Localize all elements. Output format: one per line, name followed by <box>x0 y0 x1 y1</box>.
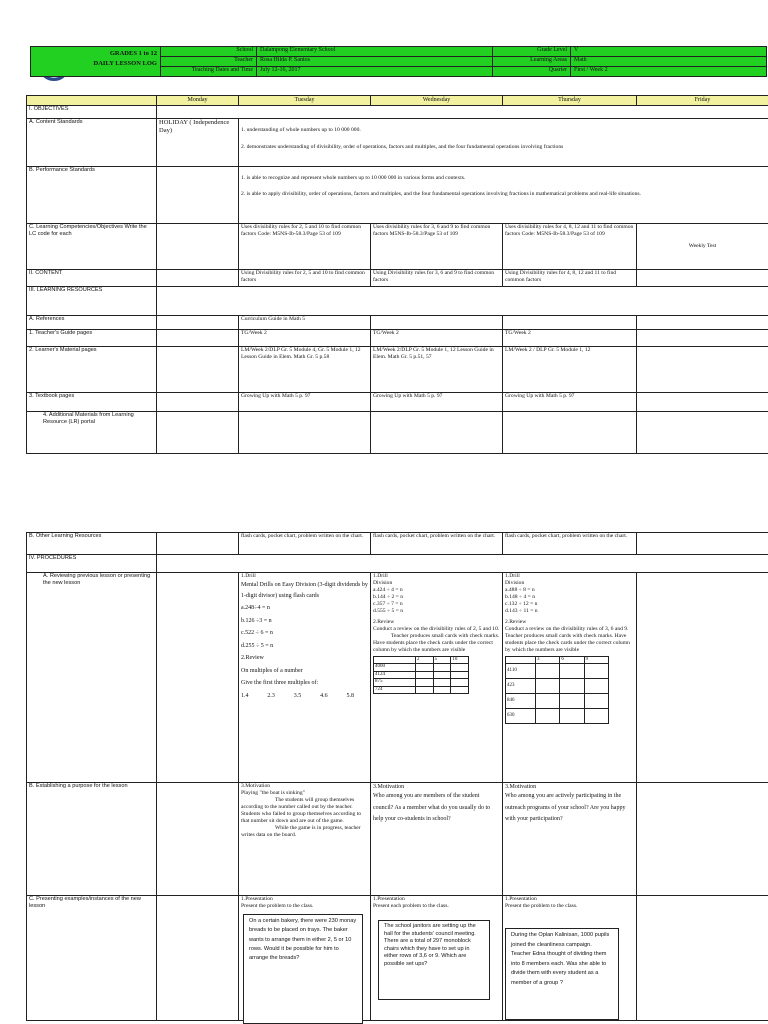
section-reviewing: A. Reviewing previous lesson or presenting the new lesson <box>27 573 157 783</box>
tuesday-drill-item: a.248÷4 = n <box>241 605 270 611</box>
mini-cell <box>584 709 608 724</box>
thursday-motivation-title: 3.Motivation <box>505 784 537 790</box>
thursday-drill-item: a.488 ÷ 8 = n <box>505 587 535 593</box>
wednesday-drill-item: c.357 ÷ 7 = n <box>373 601 403 607</box>
tuesday-competency: Uses divisibility rules for 2, 5 and 10 to find common factors Code: M5NS-Ib-58.3/Page 53 of 109 <box>239 224 371 270</box>
wednesday-drill-title: 1.Drill <box>373 573 388 579</box>
mini-row-label: 846 <box>506 694 536 709</box>
thursday-review-text: Conduct a review on the divisibility rules of 3, 6 and 9. <box>505 626 629 632</box>
thursday-drill-item: b.148 ÷ 4 = n <box>505 594 535 600</box>
friday-tg-blank <box>637 330 768 347</box>
section-establishing: B. Establishing a purpose for the lesson <box>27 783 157 896</box>
friday-reviewing-blank <box>637 573 768 783</box>
thursday-reviewing <box>503 573 637 783</box>
monday-competency-blank <box>157 224 239 270</box>
wednesday-lm: LM/Week 2/DLP Gr. 5 Module 1, 12 Lesson Guide in Elem. Math Gr. 5 p.51, 57 <box>371 347 503 393</box>
friday-textbook-blank <box>637 393 768 412</box>
mini-cell <box>536 664 560 679</box>
mini-cell <box>560 694 584 709</box>
tuesday-drill-intro: Mental Drills on Easy Division (3-digit dividends by 1-digit divisor) using flash cards <box>241 582 368 599</box>
wednesday-presentation-sub: Present each problem to the class. <box>373 903 449 909</box>
mini-cell <box>451 664 469 671</box>
wednesday-problem-box: The school janitors are setting up the hall for the students' council meeting. There are a total of 297 monoblock chairs which they have to set up in either rows of 3,6 or 9. Which are possible set ups? <box>378 920 490 1000</box>
content-standards-line1: 1. understanding of whole numbers up to 10 000 000. <box>241 127 361 133</box>
section-other-resources: B. Other Learning Resources <box>27 533 157 555</box>
thursday-drill-title: 1.Drill <box>505 573 520 579</box>
mini-cell <box>433 686 451 693</box>
monday-tg-blank <box>157 330 239 347</box>
tuesday-problem-box: On a certain bakery, there were 230 monay breads to be placed on trays. The baker wants to arrange them in either 2, 5 or 10 rows. Would it be possible for him to arrange the breads? <box>243 914 363 1024</box>
mini-cell <box>433 671 451 678</box>
mini-cell <box>560 709 584 724</box>
teacher-value: Rosa Hilda P. Santos <box>257 57 493 67</box>
monday-references-blank <box>157 316 239 330</box>
thursday-lm: LM/Week 2 / DLP Gr. 5 Module 1, 12 <box>503 347 637 393</box>
section-learners-material: 2. Learner's Material pages <box>27 347 157 393</box>
thursday-problem-box: During the Oplan Kalinisan, 1000 pupils joined the cleanliness campaign. Teacher Edna thought of dividing them into 8 members each. Was she able to divide them with every student as a member of a group ? <box>505 928 619 1020</box>
thursday-presentation-sub: Present the problem to the class. <box>505 903 578 909</box>
wednesday-textbook: Growing Up with Math 5 p. 97 <box>371 393 503 412</box>
mini-cell <box>536 709 560 724</box>
multiple-item: 4.6 <box>320 692 328 699</box>
procedures-blank <box>157 555 768 573</box>
multiple-item: 2.3 <box>267 692 275 699</box>
area-label: Learning Areas <box>493 57 571 67</box>
tuesday-tg: TG/Week 2 <box>239 330 371 347</box>
multiple-item: 5.8 <box>346 692 354 699</box>
quarter-label: Quarter <box>493 67 571 77</box>
day-header-thursday: Thursday <box>503 96 637 106</box>
day-header-monday: Monday <box>157 96 239 106</box>
tuesday-review-line1: On multiples of a number <box>241 667 303 674</box>
mini-row-label: 4124 <box>374 671 416 678</box>
multiple-item: 1.4 <box>241 692 249 699</box>
quarter-value: First / Week 2 <box>571 67 767 77</box>
performance-standards-text <box>239 167 768 224</box>
mini-cell <box>433 664 451 671</box>
thursday-other: flash cards, pocket chart, problem written on the chart. <box>503 533 637 555</box>
day-header-blank <box>27 96 157 106</box>
friday-references-blank <box>637 316 768 330</box>
thursday-drill-sub: Division <box>505 580 525 586</box>
mini-head: 3 <box>536 657 560 664</box>
objectives-blank <box>157 106 768 119</box>
grade-label: Grade Level <box>493 47 571 57</box>
tuesday-drill-items <box>241 602 368 702</box>
tuesday-drill-item: d.255 ÷ 5 = n <box>241 642 274 649</box>
friday-presenting-blank <box>637 896 768 1021</box>
section-textbook: 3. Textbook pages <box>27 393 157 412</box>
wednesday-tg: TG/Week 2 <box>371 330 503 347</box>
wednesday-drill-sub: Division <box>373 580 393 586</box>
mini-cell <box>416 679 434 686</box>
monday-performance-blank <box>157 167 239 224</box>
monday-establishing-blank <box>157 783 239 896</box>
section-additional-materials: 4. Additional Materials from Learning Resource (LR) portal <box>27 412 157 454</box>
wednesday-presentation-title: 1.Presentation <box>373 896 405 902</box>
header-table <box>30 46 767 77</box>
mini-cell <box>451 686 469 693</box>
thursday-presentation-title: 1.Presentation <box>505 896 537 902</box>
wednesday-other: flash cards, pocket chart, problem written on the chart. <box>371 533 503 555</box>
thursday-textbook: Growing Up with Math 5 p. 97 <box>503 393 637 412</box>
mini-cell <box>584 694 608 709</box>
tuesday-other: flash cards, pocket chart, problem written on the chart. <box>239 533 371 555</box>
tuesday-multiples <box>241 690 368 703</box>
wednesday-motivation-title: 3.Motivation <box>373 784 405 790</box>
learning-resources-blank <box>157 287 768 316</box>
section-teachers-guide: 1. Teacher's Guide pages <box>27 330 157 347</box>
multiple-item: 3.5 <box>293 692 302 699</box>
mini-head: 6 <box>560 657 584 664</box>
mini-cell <box>560 679 584 694</box>
wednesday-motivation-text: Who among you are members of the student council? As a member what do you usually do to help your co-students in school? <box>373 793 491 822</box>
mini-head: 10 <box>451 657 469 664</box>
tuesday-lm: LM/Week 2/DLP Gr. 5 Module 4, Gr. 5 Module 1, 12 Lesson Guide in Elem. Math Gr. 5 p.58 <box>239 347 371 393</box>
monday-holiday: HOLIDAY ( Independence Day) <box>157 119 239 167</box>
mini-cell <box>433 679 451 686</box>
thursday-drill-item: c.132 ÷ 12 = n <box>505 601 538 607</box>
mini-row-label: 4000 <box>374 664 416 671</box>
dates-label: Teaching Dates and Time <box>161 67 257 77</box>
thursday-tg: TG/Week 2 <box>503 330 637 347</box>
mini-head <box>506 657 536 664</box>
tuesday-motivation-text-2: While the game is in progress, teacher writes data on the board. <box>241 825 361 838</box>
form-title-line2: DAILY LESSON LOG <box>93 60 157 67</box>
mini-row-label: 875 <box>374 679 416 686</box>
tuesday-reviewing <box>239 573 371 783</box>
dates-value: July 12-16, 2017 <box>257 67 493 77</box>
mini-cell <box>451 679 469 686</box>
tuesday-review-title: 2.Review <box>241 655 264 661</box>
thursday-establishing <box>503 783 637 896</box>
tuesday-presentation-sub: Present the problem to the class. <box>241 903 314 909</box>
tuesday-motivation-game: Playing "the boat is sinking" <box>241 790 305 796</box>
wednesday-content: Using Divisibility rules for 3, 6 and 9 to find common factors <box>371 270 503 287</box>
thursday-additional-blank <box>503 412 637 454</box>
mini-cell <box>584 679 608 694</box>
tuesday-motivation-title: 3.Motivation <box>241 783 271 789</box>
section-content: II. CONTENT <box>27 270 157 287</box>
monday-lm-blank <box>157 347 239 393</box>
wednesday-competency: Uses divisibility rules for 3, 6 and 9 to find common factors M5NS-Ib-58.3/Page 53 of 109 <box>371 224 503 270</box>
mini-cell <box>416 671 434 678</box>
monday-content-blank <box>157 270 239 287</box>
thursday-drill-item: d.143 ÷ 11 = n <box>505 608 538 614</box>
mini-cell <box>536 679 560 694</box>
wednesday-drill-item: a.424 ÷ 4 = n <box>373 587 403 593</box>
wednesday-establishing <box>371 783 503 896</box>
form-title-line1: GRADES 1 to 12 <box>109 50 157 57</box>
day-header-friday: Friday <box>637 96 768 106</box>
wednesday-references-blank <box>371 316 503 330</box>
mini-cell <box>560 664 584 679</box>
mini-row-label: 724 <box>374 686 416 693</box>
tuesday-drill-title: 1.Drill <box>241 573 256 579</box>
wednesday-review-text-2: Teacher produces small cards with check marks. Have students place the check cards under the correct column by which the numbers are visible <box>373 633 500 653</box>
tuesday-textbook: Growing Up with Math 5 p. 97 <box>239 393 371 412</box>
thursday-competency: Uses divisibility rules for 4, 8, 12 and 11 to find common factors Code: M5NS-Ib-58.3/Page 53 of 109 <box>503 224 637 270</box>
monday-other-blank <box>157 533 239 555</box>
section-objectives: I. OBJECTIVES <box>27 106 157 119</box>
content-standards-text <box>239 119 768 167</box>
tuesday-drill-item: c.522 ÷ 6 = n <box>241 630 273 636</box>
wednesday-review-text: Conduct a review on the divisibility rules of 2, 5 and 10. <box>373 626 500 632</box>
mini-cell <box>536 694 560 709</box>
mini-head <box>374 657 416 664</box>
wednesday-drill-item: b.144 ÷ 2 = n <box>373 594 403 600</box>
tuesday-drill-item: b.126 ÷3 = n <box>241 617 272 624</box>
form-title <box>31 47 161 77</box>
mini-cell <box>584 664 608 679</box>
monday-reviewing-blank <box>157 573 239 783</box>
lesson-table-1 <box>26 95 768 454</box>
thursday-divisibility-table <box>505 656 609 724</box>
tuesday-content: Using Divisibility rules for 2, 5 and 10 to find common factors <box>239 270 371 287</box>
tuesday-additional-blank <box>239 412 371 454</box>
section-procedures: IV. PROCEDURES <box>27 555 157 573</box>
section-learning-competencies: C. Learning Competencies/Objectives Write the LC code for each <box>27 224 157 270</box>
mini-row-label: 423 <box>506 679 536 694</box>
tuesday-references: Curriculum Guide in Math 5 <box>239 316 371 330</box>
tuesday-presentation-title: 1.Presentation <box>241 896 273 902</box>
mini-head: 2 <box>416 657 434 664</box>
content-standards-line2: 2. demonstrates understanding of divisibility, order of operations, factors and multiples, and the four fundamental operations involving fractions <box>241 144 564 150</box>
day-header-wednesday: Wednesday <box>371 96 503 106</box>
wednesday-drill-item: d.555 ÷ 5 = n <box>373 608 403 614</box>
tuesday-establishing <box>239 783 371 896</box>
monday-textbook-blank <box>157 393 239 412</box>
friday-other-blank <box>637 533 768 555</box>
thursday-content: Using Divisibility rules for 4, 8, 12 and 11 to find common factors <box>503 270 637 287</box>
performance-standards-line2: 2. is able to apply divisibility, order of operations, factors and multiples, and the four fundamental operations involving fractions in mathematical problems and real-life situations. <box>241 191 641 197</box>
monday-additional-blank <box>157 412 239 454</box>
mini-cell <box>416 664 434 671</box>
section-performance-standards: B. Performance Standards <box>27 167 157 224</box>
mini-cell <box>416 686 434 693</box>
friday-establishing-blank <box>637 783 768 896</box>
mini-row-label: 4110 <box>506 664 536 679</box>
mini-head: 5 <box>433 657 451 664</box>
friday-content-blank <box>637 270 768 287</box>
section-presenting: C. Presenting examples/instances of the new lesson <box>27 896 157 1021</box>
mini-head: 9 <box>584 657 608 664</box>
friday-lm-blank <box>637 347 768 393</box>
thursday-review-title: 2.Review <box>505 619 527 625</box>
thursday-review-text-2: Teacher produces small cards with check marks. Have students place the check cards under the correct column by which the numbers are visible <box>505 633 630 653</box>
teacher-label: Teacher <box>161 57 257 67</box>
day-header-tuesday: Tuesday <box>239 96 371 106</box>
friday-additional-blank <box>637 412 768 454</box>
wednesday-review-title: 2.Review <box>373 619 395 625</box>
tuesday-review-line2: Give the first three multiples of: <box>241 680 319 686</box>
mini-row-label: 630 <box>506 709 536 724</box>
wednesday-divisibility-table <box>373 656 469 694</box>
monday-presenting-blank <box>157 896 239 1021</box>
mini-cell <box>451 671 469 678</box>
wednesday-reviewing <box>371 573 503 783</box>
section-learning-resources: III. LEARNING RESOURCES <box>27 287 157 316</box>
wednesday-additional-blank <box>371 412 503 454</box>
section-references: A. References <box>27 316 157 330</box>
thursday-references-blank <box>503 316 637 330</box>
friday-competency: Weekly Test <box>637 224 768 270</box>
performance-standards-line1: 1. is able to recognize and represent whole numbers up to 10 000 000 in various forms and contexts. <box>241 175 466 181</box>
section-content-standards: A. Content Standards <box>27 119 157 167</box>
grade-value: V <box>571 47 767 57</box>
tuesday-motivation-text: The students will group themselves according to the number called out by the teacher. Students who failed to group themselves according to that number sit down and are out of the game. <box>241 797 362 824</box>
area-value: Math <box>571 57 767 67</box>
school-value: Dalampong Elementary School <box>257 47 493 57</box>
thursday-motivation-text: Who among you are actively participating in the outreach programs of your school? Are you happy with your participation? <box>505 793 626 822</box>
school-label: School <box>161 47 257 57</box>
